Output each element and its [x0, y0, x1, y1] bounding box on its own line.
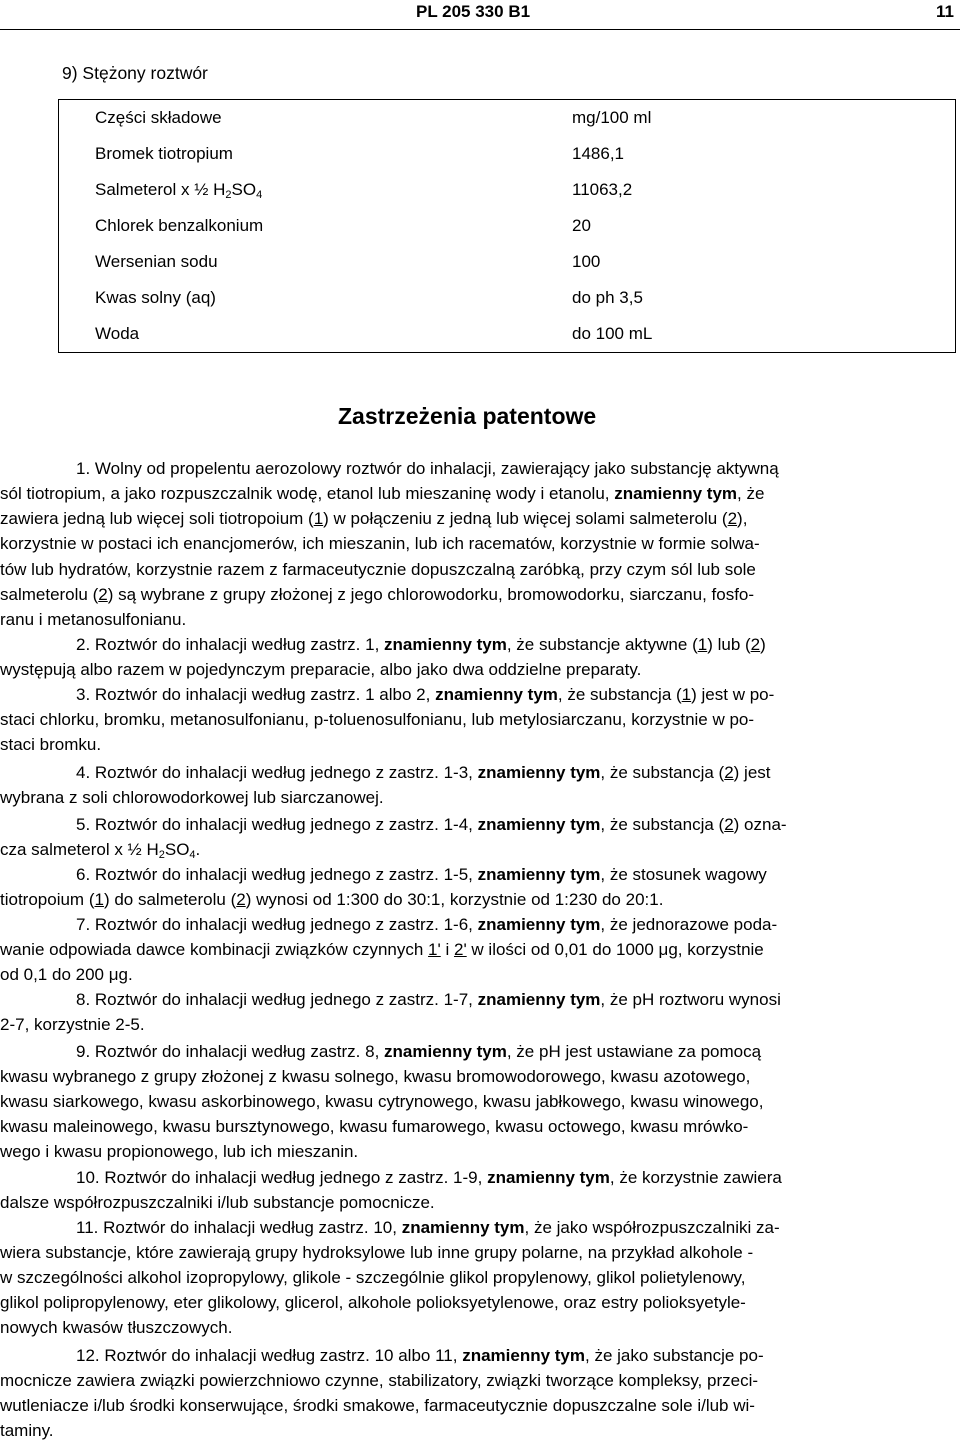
table-header-row	[59, 100, 955, 136]
component-name: Kwas solny (aq)	[95, 288, 216, 307]
claim-10-line: 10. Roztwór do inhalacji według jednego z zastrz. 1-9, znamienny tym, że korzystnie zawiera	[76, 1168, 782, 1187]
component-amount: 20	[572, 216, 591, 235]
claim-1-line: ranu i metanosulfonianu.	[0, 610, 187, 629]
claim-1-line: korzystnie w postaci ich enancjomerów, ich mieszanin, lub ich racematów, korzystnie w formie solwa-	[0, 534, 760, 553]
section-title: 9) Stężony roztwór	[62, 63, 208, 83]
claim-11-line: nowych kwasów tłuszczowych.	[0, 1318, 233, 1337]
header-divider	[0, 29, 960, 30]
claim-12-line: mocnicze zawiera związki powierzchniowo czynne, stabilizatory, związki tworzące kompleksy, przeci-	[0, 1371, 759, 1390]
component-name: Chlorek benzalkonium	[95, 216, 264, 235]
claim-9-line: 9. Roztwór do inhalacji według zastrz. 8, znamienny tym, że pH jest ustawiane za pomocą	[76, 1042, 762, 1061]
table-row	[59, 208, 955, 244]
component-amount: 11063,2	[572, 180, 633, 199]
claim-7-line: wanie odpowiada dawce kombinacji związków czynnych 1' i 2' w ilości od 0,01 do 1000 μg, korzystnie	[0, 940, 764, 959]
claim-7-line: 7. Roztwór do inhalacji według jednego z zastrz. 1-6, znamienny tym, że jednorazowe poda-	[76, 915, 778, 934]
claim-9-line: kwasu siarkowego, kwasu askorbinowego, kwasu cytrynowego, kwasu jabłkowego, kwasu winowego,	[0, 1092, 764, 1111]
column-header-component: Części składowe	[95, 108, 222, 127]
claim-8-line: 8. Roztwór do inhalacji według jednego z zastrz. 1-7, znamienny tym, że pH roztworu wynosi	[76, 990, 781, 1009]
component-name: Woda	[95, 324, 140, 343]
claim-9-line: kwasu wybranego z grupy złożonej z kwasu solnego, kwasu bromowodorowego, kwasu azotowego,	[0, 1067, 751, 1086]
claim-2-line: występują albo razem w pojedynczym preparacie, albo jako dwa oddzielne preparaty.	[0, 660, 642, 679]
component-amount: 1486,1	[572, 144, 624, 163]
claim-12-line: taminy.	[0, 1421, 54, 1440]
claim-1-line: tów lub hydratów, korzystnie razem z farmaceutycznie dopuszczalną zaróbką, przy czym sól lub sole	[0, 560, 756, 579]
claim-4-line: wybrana z soli chlorowodorkowej lub siarczanowej.	[0, 788, 384, 807]
claim-12-line: wutleniacze i/lub środki konserwujące, środki smakowe, farmaceutycznie dopuszczalne sole i/lub wi-	[0, 1396, 755, 1415]
claim-1-line: sól tiotropium, a jako rozpuszczalnik wodę, etanol lub mieszaninę wody i etanolu, znamienny tym, że	[0, 484, 765, 503]
composition-table	[58, 99, 956, 353]
component-amount: 100	[572, 252, 601, 271]
claim-6-line: tiotropoium (1) do salmeterolu (2) wynosi od 1:300 do 30:1, korzystnie od 1:230 do 20:1.	[0, 890, 664, 909]
claim-10-line: dalsze współrozpuszczalniki i/lub substancje pomocnicze.	[0, 1193, 435, 1212]
page-number: 11	[936, 2, 954, 21]
claim-3-line: staci chlorku, bromku, metanosulfonianu, p-toluenosulfonianu, lub metylosiarczanu, korzystnie w po-	[0, 710, 755, 729]
claim-3-line: 3. Roztwór do inhalacji według zastrz. 1 albo 2, znamienny tym, że substancja (1) jest w po-	[76, 685, 775, 704]
claim-2-line: 2. Roztwór do inhalacji według zastrz. 1, znamienny tym, że substancje aktywne (1) lub (2)	[76, 635, 766, 654]
claim-9-line: kwasu maleinowego, kwasu bursztynowego, kwasu fumarowego, kwasu octowego, kwasu mrówko-	[0, 1117, 749, 1136]
claim-5-line: cza salmeterol x ½ $H_2SO_4$.	[0, 840, 201, 861]
claim-1-line: salmeterolu (2) są wybrane z grupy złożonej z jego chlorowodorku, bromowodorku, siarczanu, fosfo-	[0, 585, 755, 604]
table-row	[59, 244, 955, 280]
claim-11-line: 11. Roztwór do inhalacji według zastrz. 10, znamienny tym, że jako współrozpuszczalniki za-	[76, 1218, 780, 1237]
claim-7-line: od 0,1 do 200 μg.	[0, 965, 133, 984]
table-row	[59, 172, 955, 208]
component-amount: do 100 mL	[572, 324, 653, 343]
claim-6-line: 6. Roztwór do inhalacji według jednego z zastrz. 1-5, znamienny tym, że stosunek wagowy	[76, 865, 767, 884]
claim-4-line: 4. Roztwór do inhalacji według jednego z zastrz. 1-3, znamienny tym, że substancja (2) jest	[76, 763, 771, 782]
claim-11-line: wiera substancje, które zawierają grupy hydroksylowe lub inne grupy polarne, na przykład alkohole -	[0, 1243, 754, 1262]
component-name: Wersenian sodu	[95, 252, 218, 271]
claim-12-line: 12. Roztwór do inhalacji według zastrz. 10 albo 11, znamienny tym, że jako substancje po-	[76, 1346, 764, 1365]
column-header-amount: mg/100 ml	[572, 108, 652, 127]
claim-11-line: w szczególności alkohol izopropylowy, glikole - szczególnie glikol propylenowy, glikol polietylenowy,	[0, 1268, 746, 1287]
claim-1-line: zawiera jedną lub więcej soli tiotropoium (1) w połączeniu z jedną lub więcej solami salmeterolu (2),	[0, 509, 748, 528]
claims-heading: Zastrzeżenia patentowe	[338, 403, 597, 429]
claim-11-line: glikol polipropylenowy, eter glikolowy, glicerol, alkohole polioksyetylenowe, oraz estry polioksyetyle-	[0, 1293, 746, 1312]
table-row	[59, 316, 955, 352]
document-id: PL 205 330 B1	[416, 2, 531, 21]
component-name: Salmeterol x ½ $H_2SO_4$	[95, 180, 263, 201]
claim-5-line: 5. Roztwór do inhalacji według jednego z zastrz. 1-4, znamienny tym, że substancja (2) ozna-	[76, 815, 787, 834]
claim-1-line: 1. Wolny od propelentu aerozolowy roztwór do inhalacji, zawierający jako substancję aktywną	[76, 459, 779, 478]
table-row	[59, 136, 955, 172]
claim-3-line: staci bromku.	[0, 735, 102, 754]
table-row	[59, 280, 955, 316]
claim-9-line: wego i kwasu propionowego, lub ich mieszanin.	[0, 1142, 359, 1161]
component-amount: do ph 3,5	[572, 288, 643, 307]
page-header	[0, 0, 960, 26]
claim-8-line: 2-7, korzystnie 2-5.	[0, 1015, 145, 1034]
component-name: Bromek tiotropium	[95, 144, 233, 163]
